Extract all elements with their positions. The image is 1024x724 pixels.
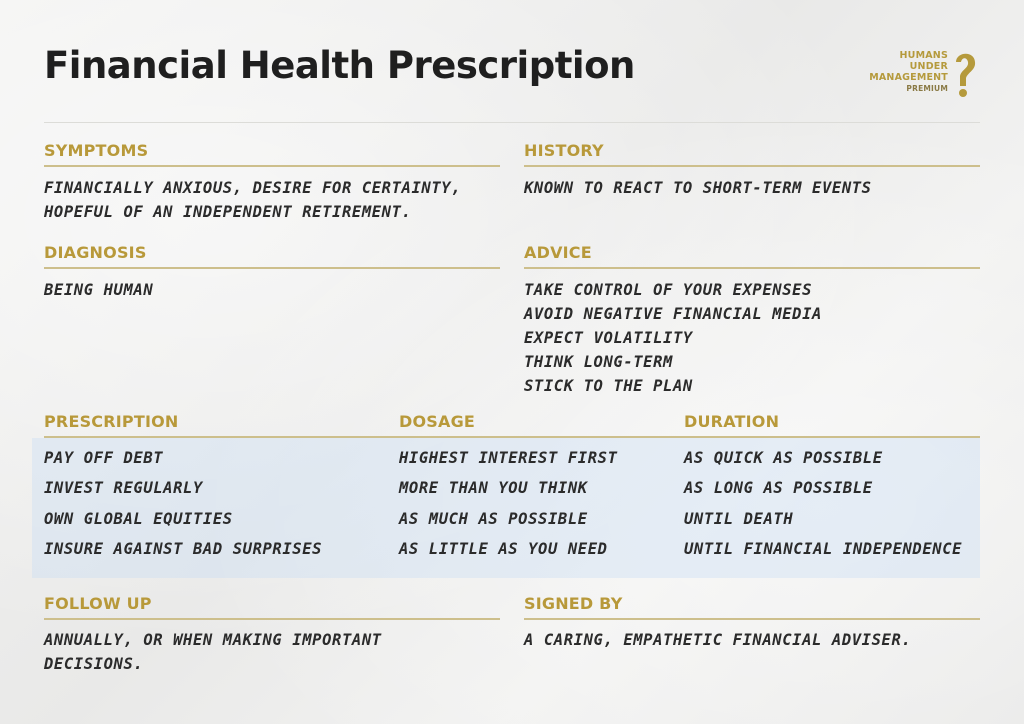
advice-item: THINK LONG-TERM xyxy=(524,353,673,371)
duration-item: UNTIL DEATH xyxy=(684,509,794,528)
section-rule xyxy=(44,267,500,269)
prescription-item: INSURE AGAINST BAD SURPRISES xyxy=(44,539,323,558)
follow-up-line: DECISIONS. xyxy=(44,655,144,673)
logo-line: UNDER xyxy=(909,61,948,72)
advice-list xyxy=(524,278,822,398)
dosage-list xyxy=(399,443,618,564)
duration-heading: DURATION xyxy=(684,412,780,431)
logo-premium-label: PREMIUM xyxy=(906,84,948,93)
duration-item: UNTIL FINANCIAL INDEPENDENCE xyxy=(684,539,963,558)
history-heading: HISTORY xyxy=(524,141,604,160)
dosage-item: MORE THAN YOU THINK xyxy=(399,479,588,498)
section-rule xyxy=(524,165,980,167)
diagnosis-text: BEING HUMAN xyxy=(44,281,154,299)
prescription-list xyxy=(44,443,322,564)
follow-up-heading: FOLLOW UP xyxy=(44,594,152,613)
logo-wordmark xyxy=(869,50,948,94)
signed-by-text: A CARING, EMPATHETIC FINANCIAL ADVISER. xyxy=(524,631,912,649)
section-rule xyxy=(44,165,500,167)
question-head-icon xyxy=(950,48,978,100)
prescription-item: PAY OFF DEBT xyxy=(44,449,164,467)
duration-item: AS QUICK AS POSSIBLE xyxy=(684,449,883,467)
header-divider xyxy=(44,122,980,123)
section-rule xyxy=(524,267,980,269)
symptoms-line: FINANCIALLY ANXIOUS, DESIRE FOR CERTAINTY, xyxy=(44,179,462,197)
dosage-heading: DOSAGE xyxy=(399,412,476,431)
prescription-item: OWN GLOBAL EQUITIES xyxy=(44,509,233,528)
advice-item: EXPECT VOLATILITY xyxy=(524,329,693,347)
history-text: KNOWN TO REACT TO SHORT-TERM EVENTS xyxy=(524,179,872,197)
follow-up-text xyxy=(44,628,382,676)
dosage-item: AS LITTLE AS YOU NEED xyxy=(399,539,608,558)
logo-line: HUMANS xyxy=(899,50,948,61)
prescription-item: INVEST REGULARLY xyxy=(44,479,203,498)
brand-logo xyxy=(866,48,978,100)
signed-by-heading: SIGNED BY xyxy=(524,594,623,613)
symptoms-line: HOPEFUL OF AN INDEPENDENT RETIREMENT. xyxy=(44,203,412,221)
section-rule xyxy=(44,618,500,620)
duration-item: AS LONG AS POSSIBLE xyxy=(684,479,873,498)
symptoms-text xyxy=(44,176,461,224)
diagnosis-heading: DIAGNOSIS xyxy=(44,243,147,262)
advice-heading: ADVICE xyxy=(524,243,592,262)
dosage-item: AS MUCH AS POSSIBLE xyxy=(399,509,588,528)
duration-list xyxy=(684,443,962,564)
advice-item: AVOID NEGATIVE FINANCIAL MEDIA xyxy=(524,305,822,323)
logo-line: MANAGEMENT xyxy=(869,72,948,83)
prescription-heading: PRESCRIPTION xyxy=(44,412,179,431)
symptoms-heading: SYMPTOMS xyxy=(44,141,149,160)
section-rule xyxy=(524,618,980,620)
advice-item: STICK TO THE PLAN xyxy=(524,377,693,395)
page-title: Financial Health Prescription xyxy=(44,44,635,87)
section-rule xyxy=(44,436,980,438)
advice-item: TAKE CONTROL OF YOUR EXPENSES xyxy=(524,281,813,299)
dosage-item: HIGHEST INTEREST FIRST xyxy=(399,449,618,467)
follow-up-line: ANNUALLY, OR WHEN MAKING IMPORTANT xyxy=(44,631,382,649)
